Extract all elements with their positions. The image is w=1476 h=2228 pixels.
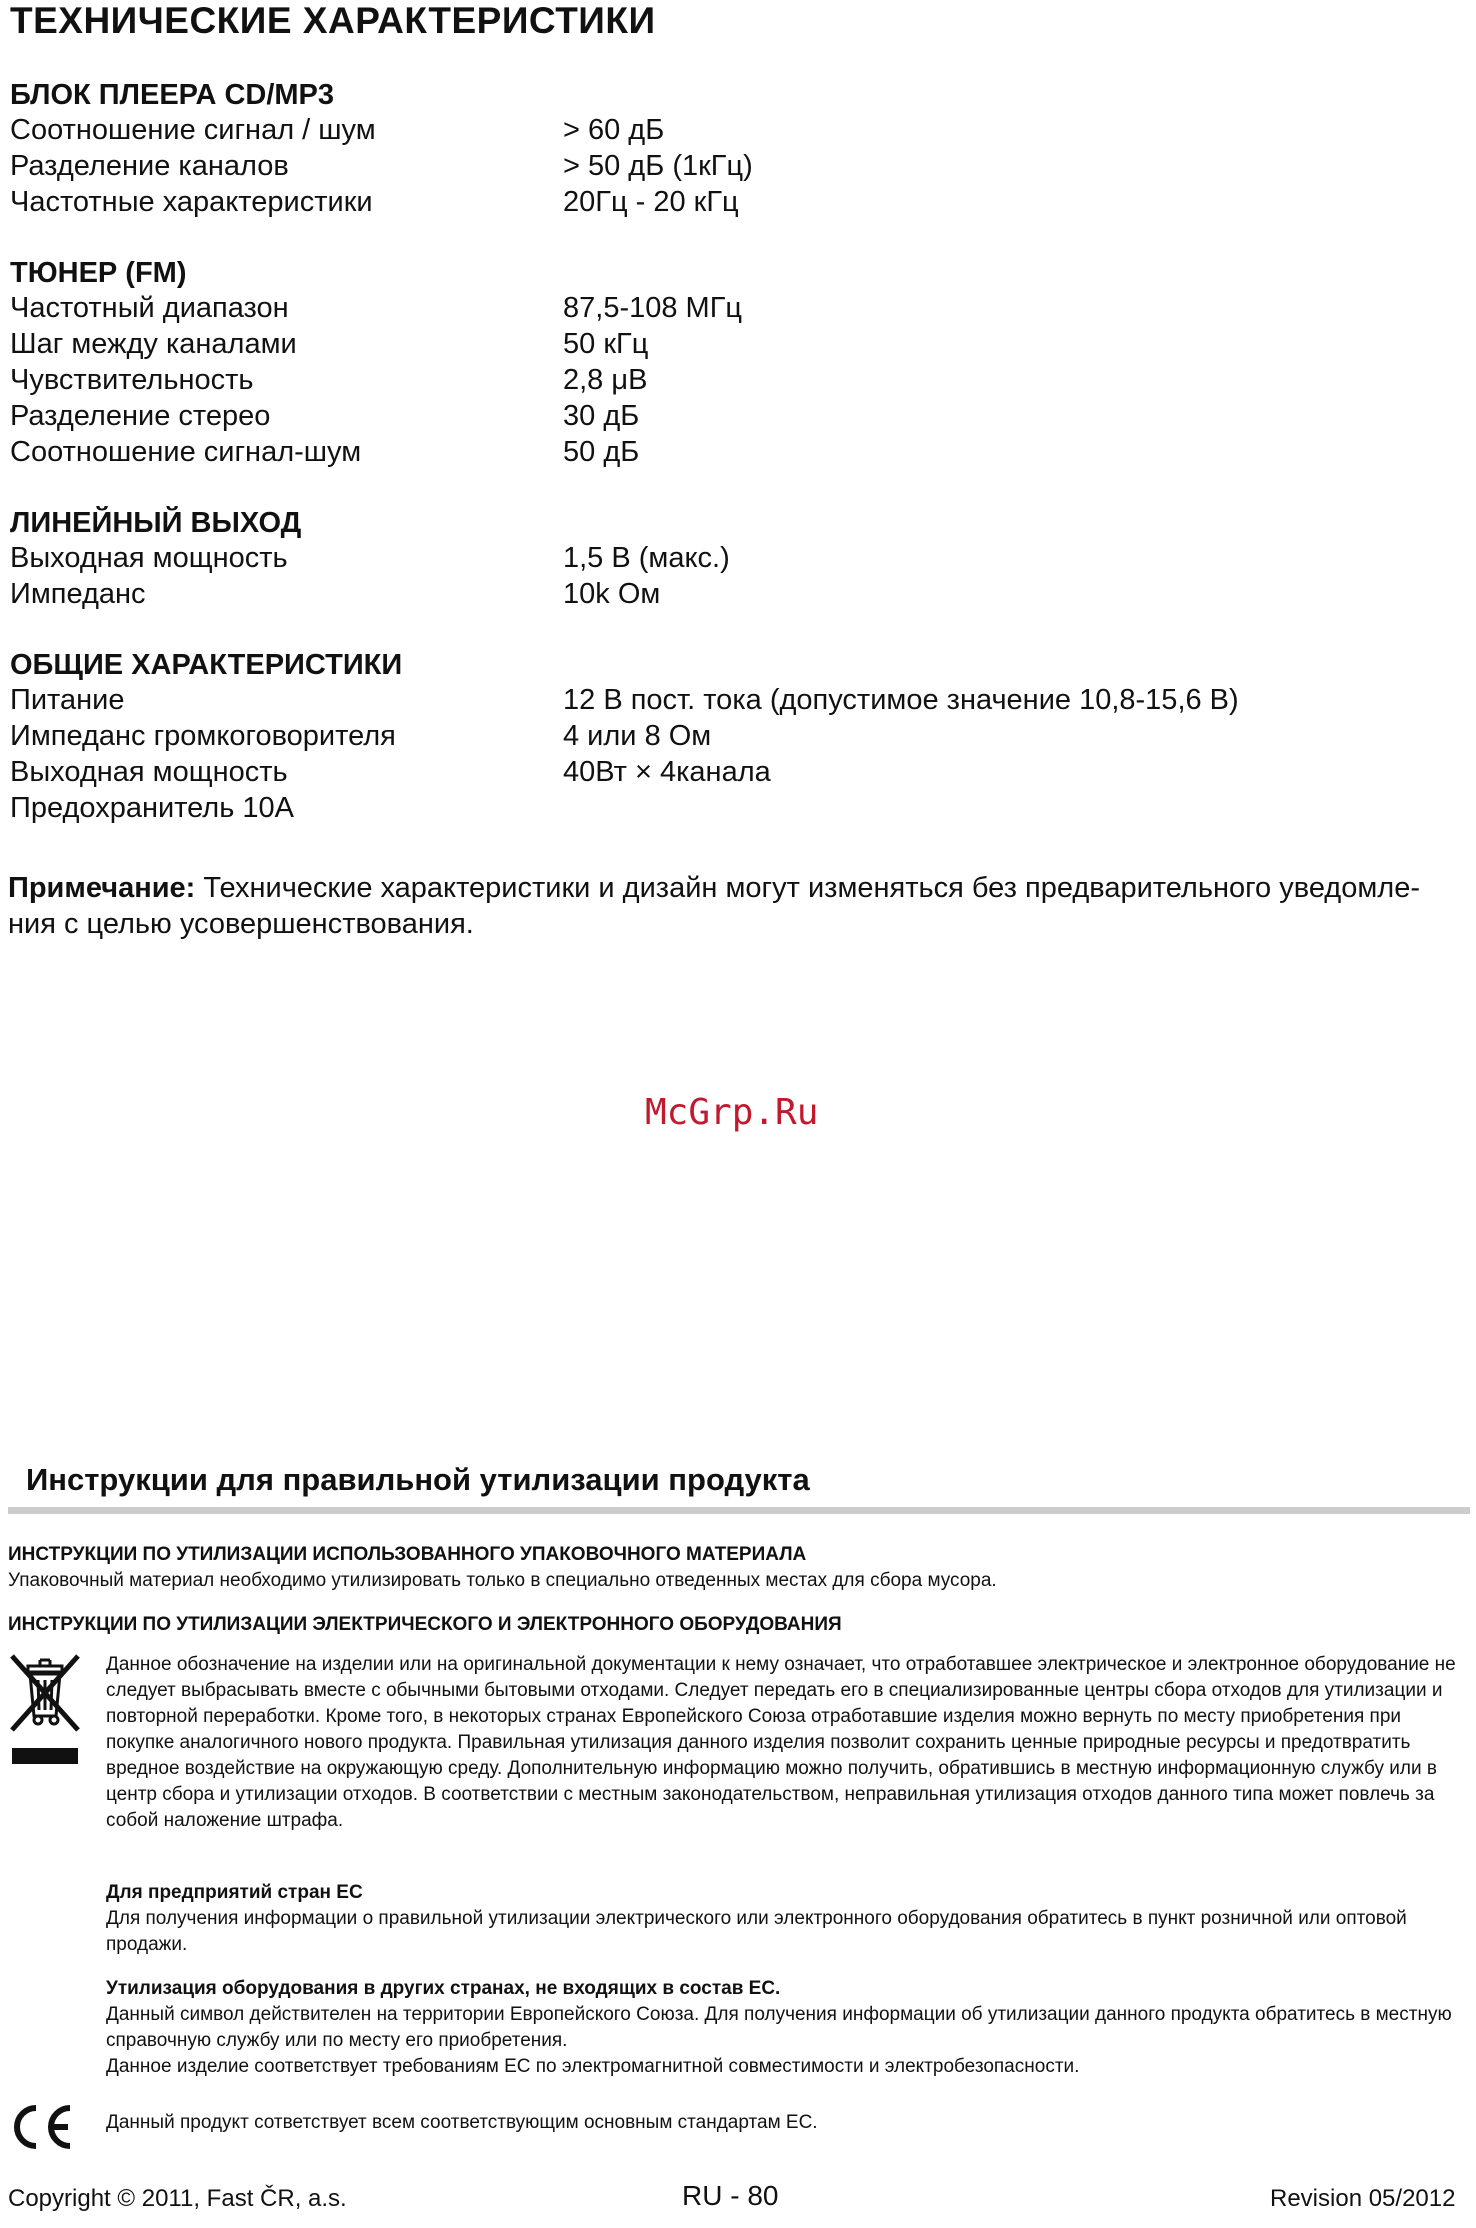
spec-value: 50 дБ <box>563 436 640 468</box>
page-number: RU - 80 <box>682 2180 779 2211</box>
note-text: Технические характеристики и дизайн могут изменяться без предварительного уведомле-ния с целью усовершенствования. <box>8 872 1420 940</box>
spec-label: Выходная мощность <box>10 756 288 788</box>
spec-value: 1,5 В (макс.) <box>563 542 730 574</box>
business-text: Для получения информации о правильной утилизации электрического или электронного оборудования обратитесь в пункт розничной или оптовой продажи. <box>106 1908 1407 1955</box>
spec-value <box>563 790 1450 826</box>
conformity-text: Данное изделие соответствует требованиям ЕС по электромагнитной совместимости и электробезопасности. <box>106 2056 1080 2077</box>
spec-label: Разделение стерео <box>10 400 271 432</box>
section-line-out <box>10 506 1450 612</box>
section-cd-mp3 <box>10 78 1450 220</box>
spec-label: Шаг между каналами <box>10 328 297 360</box>
spec-row <box>10 790 1450 826</box>
page-title: ТЕХНИЧЕСКИЕ ХАРАКТЕРИСТИКИ <box>10 0 656 41</box>
spec-value: 40Вт × 4канала <box>563 756 771 788</box>
spec-label: Соотношение сигнал / шум <box>10 114 376 146</box>
packaging-block <box>8 1542 1458 1594</box>
business-block <box>106 1880 1466 1958</box>
spec-row <box>10 362 1450 398</box>
spec-label: Соотношение сигнал-шум <box>10 436 362 468</box>
copyright: Copyright © 2011, Fast ČR, a.s. <box>8 2185 347 2212</box>
section-heading: ТЮНЕР (FM) <box>10 257 187 289</box>
spec-row <box>10 540 1450 576</box>
spec-row <box>10 112 1450 148</box>
ce-text: Данный продукт сответствует всем соответствующим основным стандартам ЕС. <box>106 2112 818 2133</box>
crossed-bin-icon <box>8 1650 82 1768</box>
spec-row <box>10 184 1450 220</box>
spec-row <box>10 326 1450 362</box>
spec-label: Питание <box>10 684 125 716</box>
spec-label: Импеданс <box>10 578 146 610</box>
spec-row <box>10 148 1450 184</box>
business-heading: Для предприятий стран ЕС <box>106 1882 363 1903</box>
section-heading: ОБЩИЕ ХАРАКТЕРИСТИКИ <box>10 649 403 681</box>
spec-value: > 50 дБ (1кГц) <box>563 150 753 182</box>
spec-label: Разделение каналов <box>10 150 289 182</box>
weee-text: Данное обозначение на изделии или на оригинальной документации к нему означает, что отработавшее электрическое и электронное оборудование не следует выбрасывать вместе с обычными бытовыми отходами. Следует передать его в специализированные центры сбора отходов для утилизации и повторной переработки. Кроме того, в некоторых странах Европейского Союза отработавшие изделия можно вернуть по месту приобретения при покупке аналогичного нового продукта. Правильная утилизация данного изделия позволит сохранить ценные природные ресурсы и предотвратить вредное воздействие на окружающую среду. Дополнительную информацию можно получить, обратившись в местную информационную службу или в центр сбора и утилизации отходов. В соответствии с местным законодательством, неправильная утилизация отходов данного типа может повлечь за собой наложение штрафа. <box>106 1654 1456 1831</box>
spec-row <box>10 718 1450 754</box>
spec-label: Частотный диапазон <box>10 292 289 324</box>
spec-value: 2,8 μB <box>563 364 648 396</box>
spec-label: Выходная мощность <box>10 542 288 574</box>
ce-mark-icon <box>8 2102 74 2152</box>
spec-value: 4 или 8 Ом <box>563 720 712 752</box>
spec-label: Чувствительность <box>10 364 254 396</box>
spec-row <box>10 576 1450 612</box>
weee-heading: ИНСТРУКЦИИ ПО УТИЛИЗАЦИИ ЭЛЕКТРИЧЕСКОГО И ЭЛЕКТРОННОГО ОБОРУДОВАНИЯ <box>8 1614 842 1635</box>
disposal-divider <box>8 1507 1470 1514</box>
packaging-heading: ИНСТРУКЦИИ ПО УТИЛИЗАЦИИ ИСПОЛЬЗОВАННОГО УПАКОВОЧНОГО МАТЕРИАЛА <box>8 1544 807 1565</box>
non-eu-heading: Утилизация оборудования в других странах, не входящих в состав ЕС. <box>106 1978 781 1999</box>
section-general <box>10 648 1450 826</box>
non-eu-block <box>106 1976 1466 2080</box>
spec-value: > 60 дБ <box>563 114 665 146</box>
packaging-text: Упаковочный материал необходимо утилизировать только в специально отведенных местах для сбора мусора. <box>8 1570 997 1591</box>
section-heading: БЛОК ПЛЕЕРА CD/MP3 <box>10 79 335 111</box>
spec-row <box>10 682 1450 718</box>
non-eu-text: Данный символ действителен на территории Европейского Союза. Для получения информации об утилизации данного продукта обратитесь в местную справочную службу или по месту его приобретения. <box>106 2004 1452 2051</box>
spec-row <box>10 398 1450 434</box>
section-heading: ЛИНЕЙНЫЙ ВЫХОД <box>10 507 302 539</box>
note-label: Примечание: <box>8 872 196 904</box>
spec-value: 12 В пост. тока (допустимое значение 10,8-15,6 В) <box>563 684 1239 716</box>
spec-row <box>10 754 1450 790</box>
section-tuner <box>10 256 1450 470</box>
watermark-link[interactable]: McGrp.Ru <box>645 1092 819 1133</box>
disposal-title: Инструкции для правильной утилизации продукта <box>26 1462 810 1497</box>
spec-value: 30 дБ <box>563 400 640 432</box>
spec-row <box>10 290 1450 326</box>
spec-sections <box>10 78 1450 862</box>
spec-value: 87,5-108 МГц <box>563 292 743 324</box>
spec-label: Предохранитель 10A <box>10 792 294 824</box>
revision: Revision 05/2012 <box>1270 2185 1456 2212</box>
spec-label: Частотные характеристики <box>10 186 373 218</box>
spec-label: Импеданс громкоговорителя <box>10 720 396 752</box>
spec-value: 50 кГц <box>563 328 649 360</box>
note-paragraph <box>8 870 1464 942</box>
spec-value: 20Гц - 20 кГц <box>563 186 739 218</box>
spec-row <box>10 434 1450 470</box>
spec-value: 10k Ом <box>563 578 661 610</box>
